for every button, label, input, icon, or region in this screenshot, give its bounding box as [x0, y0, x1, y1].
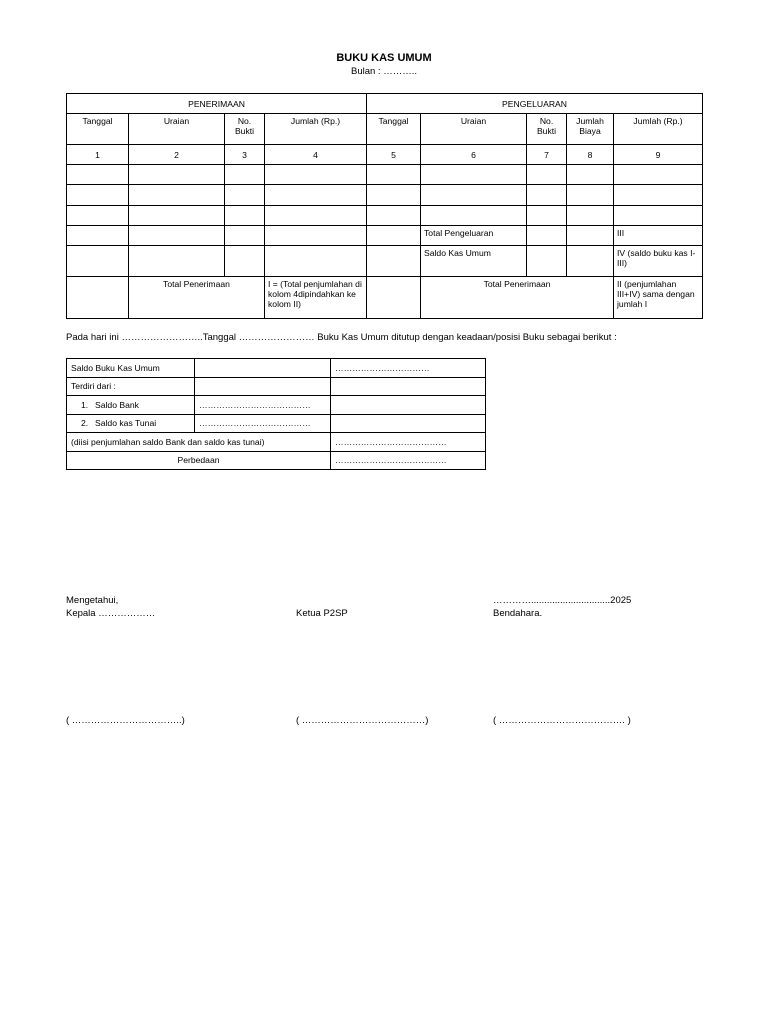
table-cell — [331, 377, 486, 396]
saldo-kas-umum-row — [67, 246, 703, 277]
table-cell — [129, 246, 225, 277]
table-cell — [67, 165, 129, 185]
item-number: 1. — [81, 399, 89, 410]
total-pengeluaran-row — [67, 226, 703, 246]
cash-book-table — [66, 93, 703, 319]
column-number: 9 — [614, 145, 703, 165]
table-cell — [527, 206, 567, 226]
table-cell — [567, 226, 614, 246]
table-cell — [129, 165, 225, 185]
table-cell — [367, 277, 421, 319]
total-pengeluaran-label: Total Pengeluaran — [421, 226, 527, 246]
total-penerimaan-value-right: II (penjumlahan III+IV) sama dengan jumlah I — [614, 277, 703, 319]
table-row — [67, 185, 703, 206]
col-header-no-bukti: No. Bukti — [527, 114, 567, 145]
signature-block-right — [493, 594, 631, 620]
saldo-tunai-label: Saldo kas Tunai — [95, 418, 157, 429]
table-cell — [265, 185, 367, 206]
col-header-tanggal: Tanggal — [67, 114, 129, 145]
table-cell — [331, 396, 486, 415]
saldo-bank-label: Saldo Bank — [95, 399, 139, 410]
table-cell — [421, 185, 527, 206]
col-header-jumlah-biaya: Jumlah Biaya — [567, 114, 614, 145]
closing-summary-table — [66, 358, 486, 470]
total-penerimaan-value: I = (Total penjumlahan di kolom 4dipindahkan ke kolom II) — [265, 277, 367, 319]
perbedaan-label: Perbedaan — [67, 451, 331, 470]
item-number: 2. — [81, 418, 89, 429]
table-cell — [265, 246, 367, 277]
column-number: 3 — [225, 145, 265, 165]
ketua-label: Ketua P2SP — [296, 608, 348, 619]
signature-name-left: ( ……………………………..) — [66, 715, 185, 726]
table-cell — [367, 185, 421, 206]
saldo-tunai-value: ………………………………… — [195, 414, 331, 433]
column-number: 1 — [67, 145, 129, 165]
total-pengeluaran-value: III — [614, 226, 703, 246]
column-number: 7 — [527, 145, 567, 165]
table-cell — [225, 246, 265, 277]
date-line: …………..............................2025 — [493, 595, 632, 606]
sum-value: ………………………………… — [331, 433, 486, 452]
table-column-header-row — [67, 114, 703, 145]
table-cell — [67, 185, 129, 206]
table-cell — [421, 165, 527, 185]
col-header-uraian: Uraian — [129, 114, 225, 145]
table-cell — [265, 226, 367, 246]
table-group-header-row — [67, 94, 703, 114]
table-row — [67, 451, 486, 470]
table-cell — [67, 206, 129, 226]
saldo-tunai-cell — [67, 414, 195, 433]
saldo-kas-umum-value: IV (saldo buku kas I-III) — [614, 246, 703, 277]
column-number: 6 — [421, 145, 527, 165]
closing-statement: Pada hari ini ……………………..Tanggal …………………… Buku Kas Umum ditutup dengan keadaan/posisi Buku sebagai berikut : — [66, 332, 617, 343]
signature-name-middle: ( …………………………………) — [296, 715, 429, 726]
col-header-tanggal: Tanggal — [367, 114, 421, 145]
saldo-buku-value: …………………………… — [331, 359, 486, 378]
table-cell — [195, 377, 331, 396]
table-cell — [225, 185, 265, 206]
saldo-kas-umum-label: Saldo Kas Umum — [421, 246, 527, 277]
table-cell — [567, 165, 614, 185]
total-penerimaan-row — [67, 277, 703, 319]
saldo-bank-cell — [67, 396, 195, 415]
table-cell — [567, 206, 614, 226]
kepala-label: Kepala ……………… — [66, 608, 156, 619]
table-cell — [367, 165, 421, 185]
col-header-uraian: Uraian — [421, 114, 527, 145]
table-cell — [527, 226, 567, 246]
mengetahui-label: Mengetahui, — [66, 595, 119, 606]
table-cell — [129, 185, 225, 206]
table-row — [67, 165, 703, 185]
expenses-group-header: PENGELUARAN — [367, 94, 703, 114]
table-cell — [527, 246, 567, 277]
table-cell — [367, 246, 421, 277]
table-cell — [67, 226, 129, 246]
sum-instruction-label: (diisi penjumlahan saldo Bank dan saldo kas tunai) — [67, 433, 331, 452]
table-cell — [67, 277, 129, 319]
table-cell — [614, 185, 703, 206]
col-header-jumlah: Jumlah (Rp.) — [265, 114, 367, 145]
table-cell — [265, 206, 367, 226]
table-cell — [567, 185, 614, 206]
table-cell — [527, 165, 567, 185]
table-cell — [421, 206, 527, 226]
table-cell — [367, 206, 421, 226]
bendahara-label: Bendahara. — [493, 608, 543, 619]
total-penerimaan-label: Total Penerimaan — [129, 277, 265, 319]
table-cell — [129, 206, 225, 226]
table-cell — [67, 246, 129, 277]
perbedaan-value: ………………………………… — [331, 451, 486, 470]
table-cell — [225, 206, 265, 226]
table-cell — [265, 165, 367, 185]
column-number-row — [67, 145, 703, 165]
col-header-no-bukti: No. Bukti — [225, 114, 265, 145]
table-row — [67, 433, 486, 452]
receipts-group-header: PENERIMAAN — [67, 94, 367, 114]
saldo-bank-value: ………………………………… — [195, 396, 331, 415]
column-number: 2 — [129, 145, 225, 165]
col-header-jumlah: Jumlah (Rp.) — [614, 114, 703, 145]
table-cell — [195, 359, 331, 378]
table-cell — [567, 246, 614, 277]
signature-block-left — [66, 594, 155, 620]
table-cell — [331, 414, 486, 433]
table-cell — [225, 165, 265, 185]
column-number: 4 — [265, 145, 367, 165]
table-cell — [614, 165, 703, 185]
column-number: 5 — [367, 145, 421, 165]
table-row — [67, 414, 486, 433]
table-row — [67, 206, 703, 226]
terdiri-dari-label: Terdiri dari : — [67, 377, 195, 396]
table-cell — [367, 226, 421, 246]
column-number: 8 — [567, 145, 614, 165]
table-row — [67, 377, 486, 396]
table-row — [67, 359, 486, 378]
table-cell — [225, 226, 265, 246]
saldo-buku-label: Saldo Buku Kas Umum — [67, 359, 195, 378]
table-cell — [614, 206, 703, 226]
total-penerimaan-label-right: Total Penerimaan — [421, 277, 614, 319]
signature-name-right: ( …………………………………. ) — [493, 715, 631, 726]
table-cell — [129, 226, 225, 246]
month-subtitle: Bulan : ……….. — [351, 66, 417, 77]
table-cell — [527, 185, 567, 206]
document-title: BUKU KAS UMUM — [336, 52, 432, 64]
table-row — [67, 396, 486, 415]
